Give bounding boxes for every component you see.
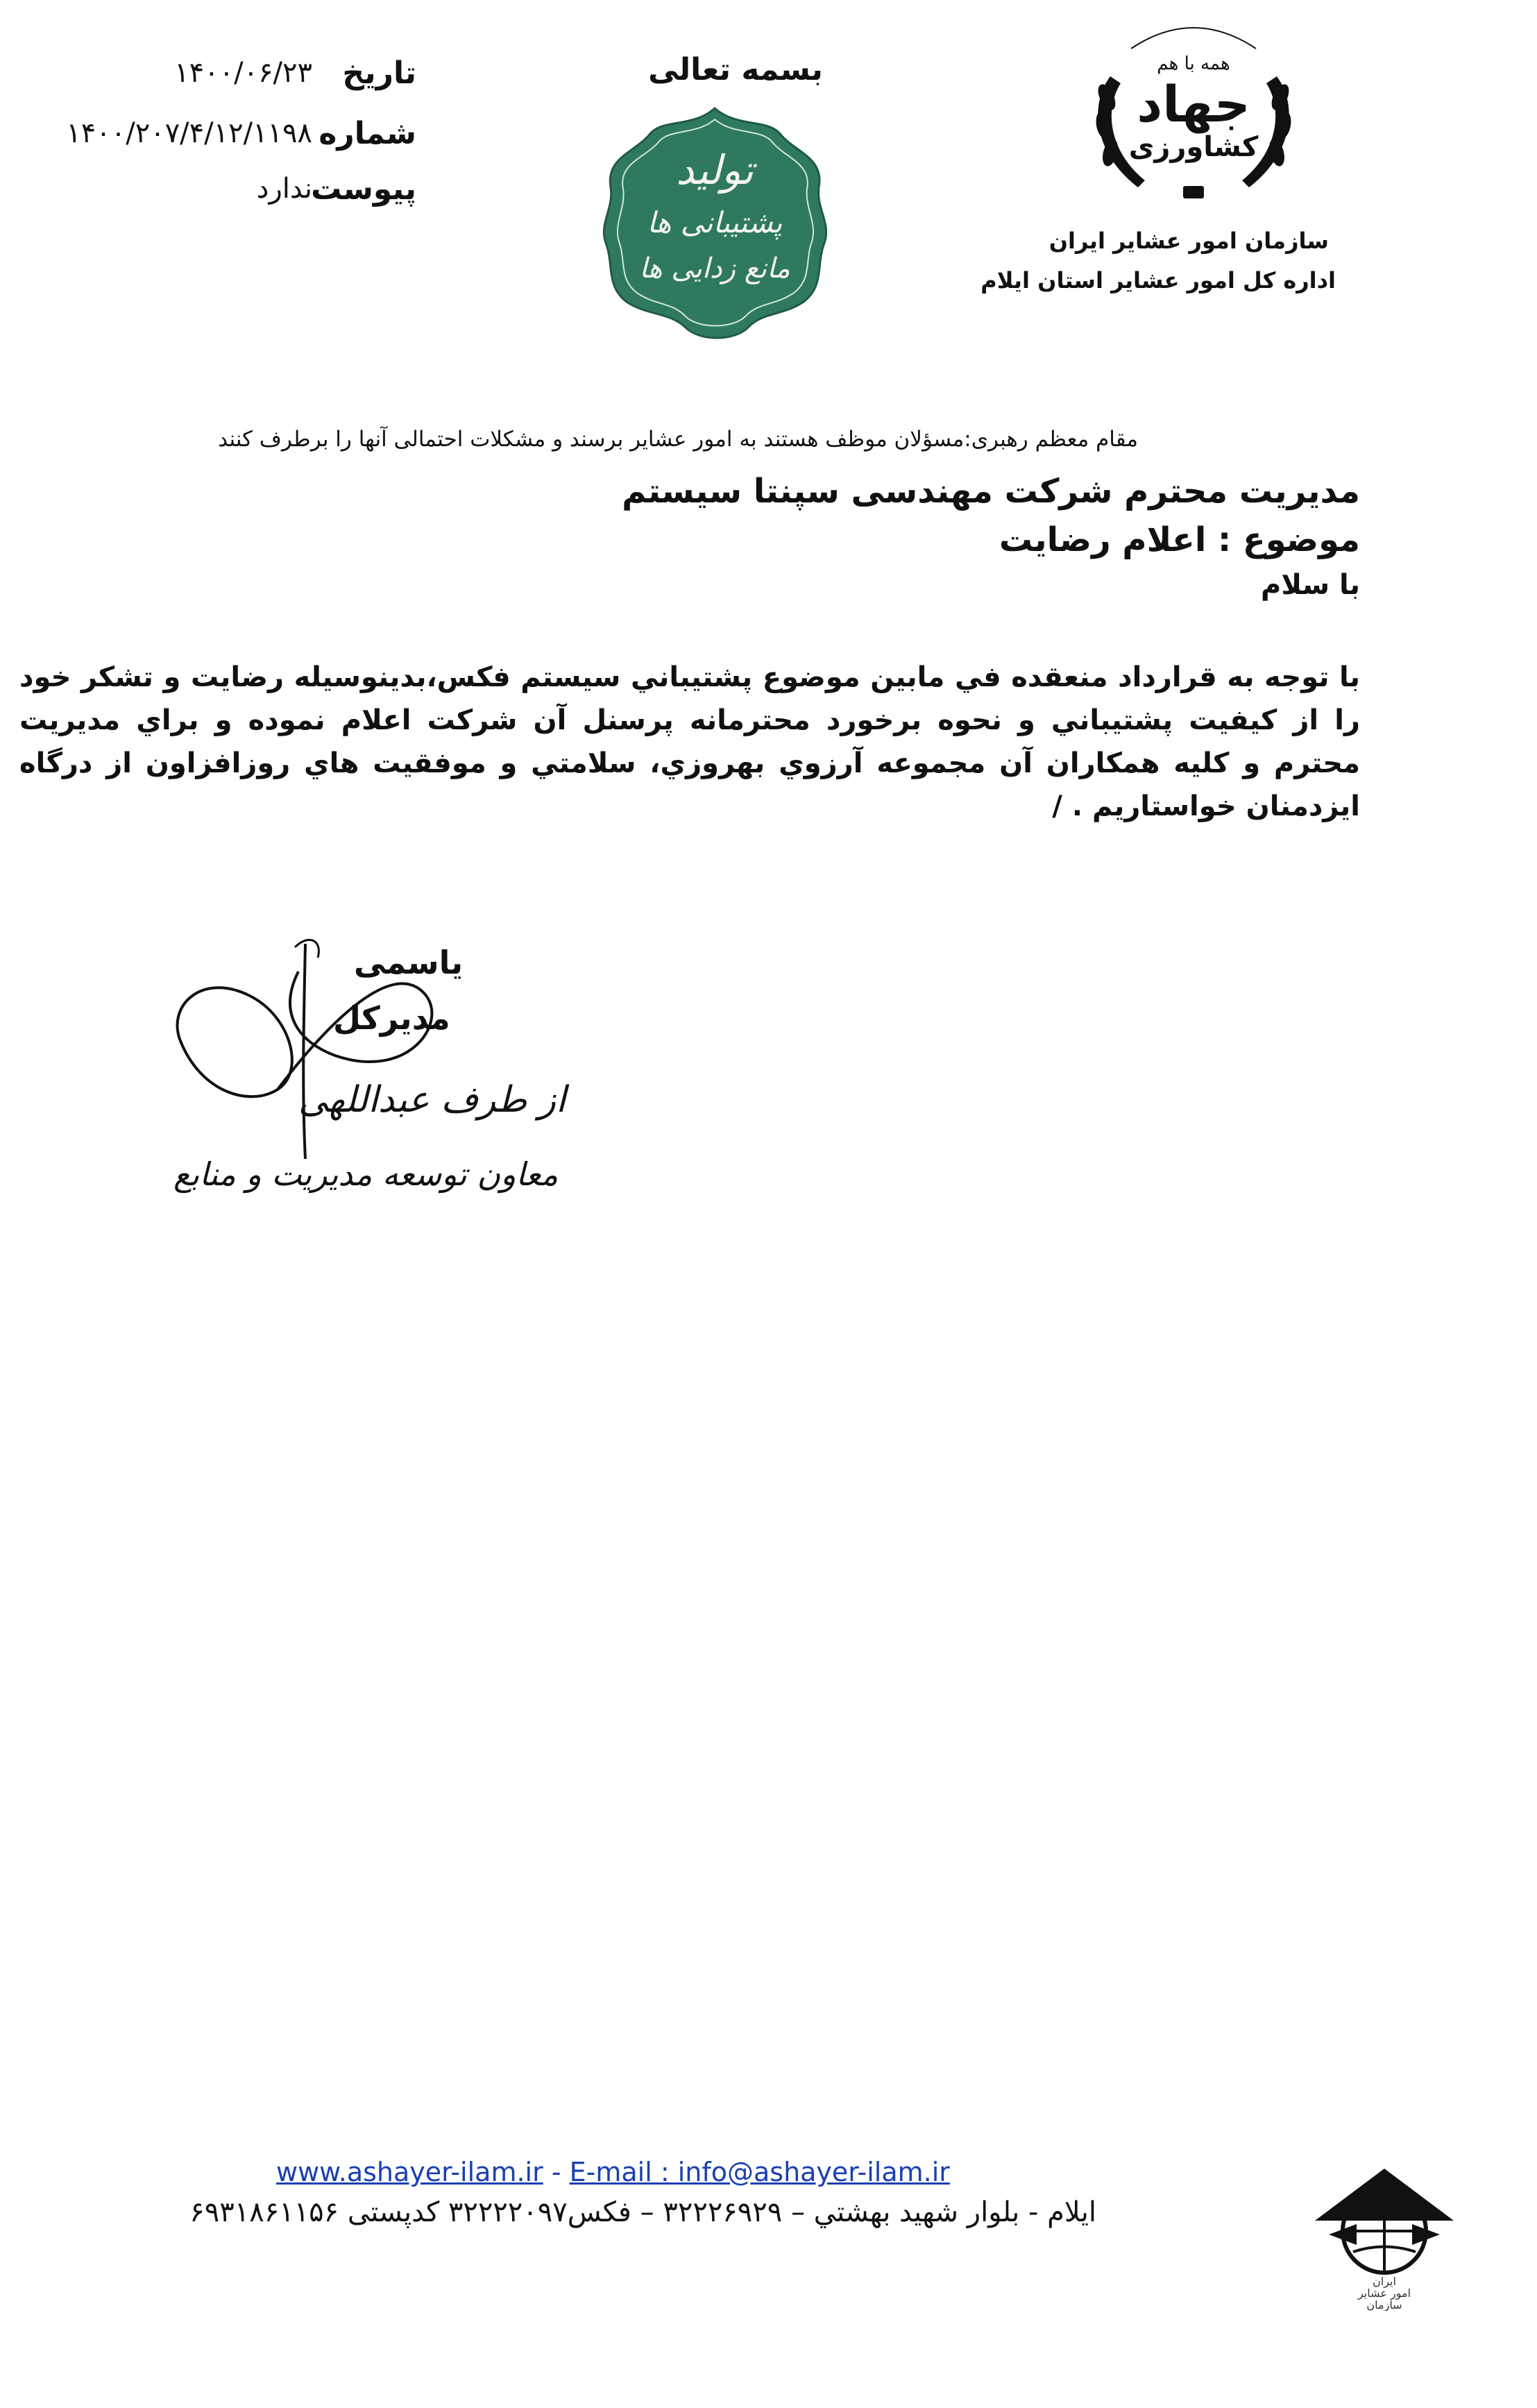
attachment-value: ندارد [256, 173, 312, 205]
number-label: شماره [319, 115, 416, 151]
attachment-row [28, 164, 416, 213]
letter-body: با توجه به قرارداد منعقده في مابين موضوع پشتيباني سيستم فكس،بدينوسيله رضايت و تشكر خود را از كيفيت پشتيباني و نحوه برخورد محترمانه پرسنل آن شركت اعلام نموده و براي مديريت محترم و كليه همكاران آن مجموعه آرزوي بهروزي، سلامتي و موفقيت هاي روزافزاون از درگاه ايزدمنان خواستاريم . / [19, 661, 1360, 822]
handwritten-on-behalf: از طرف عبداللهی [298, 1079, 566, 1121]
logo-sub-text: کشاورزی [1128, 131, 1259, 163]
email-link[interactable]: E-mail : info@ashayer-ilam.ir [569, 2157, 950, 2187]
handwritten-deputy-title: معاون توسعه مدیریت و منابع [173, 1155, 559, 1193]
date-value: ۱۴۰۰/۰۶/۲۳ [174, 57, 312, 89]
leader-quote: مقام معظم رهبری:مسؤلان موظف هستند به امور عشایر برسند و مشکلات احتمالی آنها را برطرف کنند [218, 427, 1138, 452]
link-separator: - [543, 2157, 570, 2187]
attachment-label: پیوست [311, 171, 416, 207]
logo-main-text: جهاد [1137, 75, 1250, 133]
number-value: ۱۴۰۰/۲۰۷/۴/۱۲/۱۱۹۸ [66, 117, 312, 149]
date-row [28, 49, 416, 97]
emblem-line-2: پشتیبانی ها [647, 205, 783, 239]
website-link[interactable]: www.ashayer-ilam.ir [276, 2157, 543, 2187]
subject-heading: موضوع : اعلام رضایت [999, 520, 1360, 559]
footer-logo-text-2: امور عشایر [1357, 2287, 1411, 2300]
footer-contact-links [276, 2157, 950, 2187]
emblem-line-1: تولید [676, 146, 754, 194]
footer-logo-text-1: ایران [1373, 2275, 1396, 2288]
org-line-2: اداره کل امور عشایر استان ایلام [980, 267, 1336, 294]
production-slogan-emblem [595, 104, 835, 344]
emblem-line-3: مانع زدایی ها [639, 253, 790, 285]
footer-logo-text-3: سازمان [1366, 2298, 1402, 2311]
signatory-title: مدیرکل [333, 999, 450, 1037]
date-label: تاریخ [342, 55, 416, 91]
footer-address: ایلام - بلوار شهید بهشتي – ۳۲۲۲۶۹۲۹ – فکس۳۲۲۲۲۰۹۷ کدپستی ۶۹۳۱۸۶۱۱۵۶ [189, 2196, 1096, 2228]
basmala: بسمه تعالی [648, 52, 823, 87]
jahad-keshavarzi-logo [1062, 14, 1325, 222]
org-line-1: سازمان امور عشایر ایران [1048, 228, 1329, 254]
number-row [28, 109, 416, 158]
logo-top-text: همه با هم [1157, 53, 1230, 74]
greeting: با سلام [1261, 569, 1360, 601]
signatory-name: یاسمی [354, 944, 464, 981]
tribal-affairs-organization-logo [1301, 2155, 1468, 2311]
recipient-heading: مدیریت محترم شرکت مهندسی سپنتا سیستم [622, 472, 1360, 511]
